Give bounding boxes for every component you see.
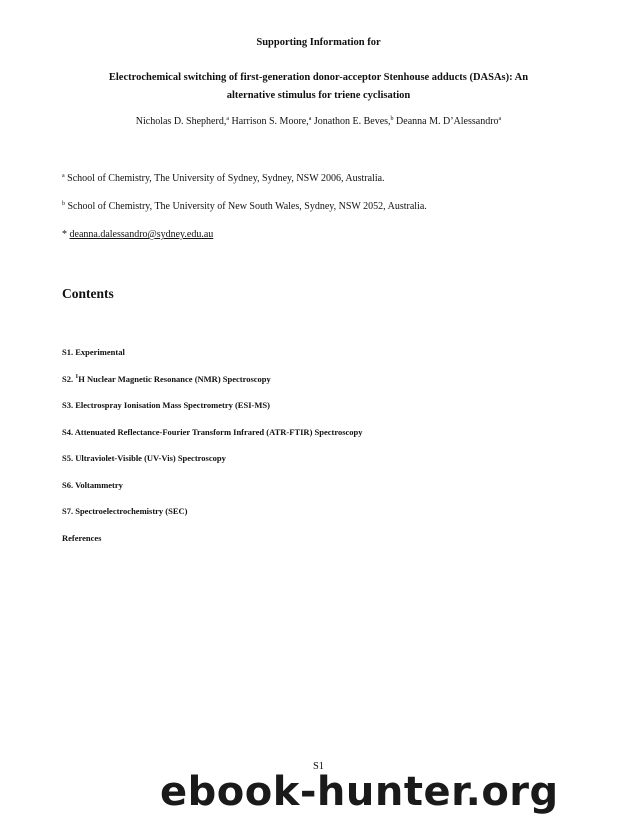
toc-item-s4[interactable] [62, 427, 363, 437]
email-asterisk: * [62, 229, 70, 240]
affiliation-a [62, 173, 385, 184]
supporting-information-heading: Supporting Information for [256, 37, 381, 48]
toc-item-s2[interactable] [62, 374, 271, 384]
toc-item-references[interactable] [62, 533, 102, 543]
author-3-affil-mark: b [390, 116, 394, 122]
author-1-affil-mark: a [226, 116, 229, 122]
author-2-affil-mark: a [308, 116, 312, 122]
author-4 [394, 116, 502, 127]
corresponding-email [62, 229, 213, 240]
toc-item-s1[interactable] [62, 347, 125, 357]
toc-item-label: S7. Spectroelectrochemistry (SEC) [62, 506, 188, 516]
toc-item-label: S1. Experimental [62, 347, 125, 357]
affiliation-b-text: School of Chemistry, The University of New South Wales, Sydney, NSW 2052, Australia. [65, 201, 427, 212]
page-number: S1 [312, 761, 325, 772]
toc-item-s6[interactable] [62, 480, 123, 490]
toc-item-label-rest: H Nuclear Magnetic Resonance (NMR) Spectroscopy [78, 374, 271, 384]
email-link[interactable]: deanna.dalessandro@sydney.edu.au [69, 229, 214, 240]
toc-item-s3[interactable] [62, 400, 270, 410]
author-list [0, 116, 637, 127]
watermark-text: ebook-hunter.org [160, 769, 559, 815]
author-4-affil-mark: a [498, 116, 502, 122]
title-line-1: Electrochemical switching of first-generation donor-acceptor Stenhouse adducts (DASAs): An [108, 72, 529, 83]
author-1-name: Nicholas D. Shepherd, [135, 116, 227, 127]
toc-item-superscript: 1 [75, 374, 79, 380]
affiliation-b-mark: b [62, 201, 65, 207]
toc-item-label: S5. Ultraviolet-Visible (UV-Vis) Spectroscopy [62, 453, 226, 463]
toc-item-label: S3. Electrospray Ionisation Mass Spectrometry (ESI-MS) [62, 400, 270, 410]
author-1 [136, 116, 229, 127]
contents-heading: Contents [62, 286, 114, 301]
affiliation-a-text: School of Chemistry, The University of Sydney, Sydney, NSW 2006, Australia. [64, 173, 385, 184]
author-2-name: Harrison S. Moore, [229, 116, 309, 127]
toc-item-s5[interactable] [62, 453, 226, 463]
author-3-name: Jonathon E. Beves, [311, 116, 391, 127]
toc-item-label: S2. [62, 374, 76, 384]
author-3 [308, 116, 394, 127]
title-line-2: alternative stimulus for triene cyclisation [226, 90, 411, 101]
toc-item-label: References [62, 533, 102, 543]
affiliation-a-mark: a [62, 173, 65, 179]
affiliation-b [62, 201, 427, 212]
author-2 [229, 116, 311, 127]
toc-item-label: S4. Attenuated Reflectance-Fourier Transform Infrared (ATR-FTIR) Spectroscopy [62, 427, 363, 437]
paper-title [40, 69, 597, 105]
author-4-name: Deanna M. D’Alessandro [393, 116, 499, 127]
toc-item-s7[interactable] [62, 506, 188, 516]
toc-item-label: S6. Voltammetry [62, 480, 123, 490]
